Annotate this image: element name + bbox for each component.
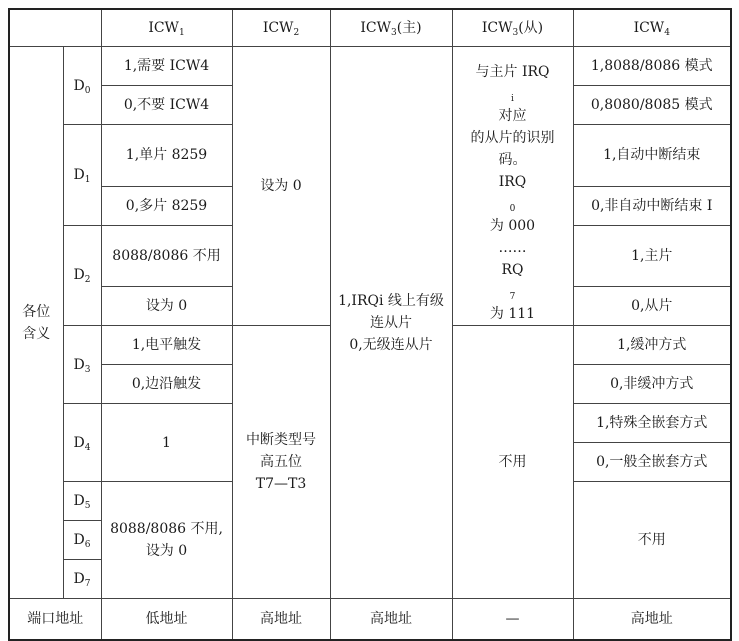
icw1-d1-0: 0,多片 8259 bbox=[101, 186, 232, 225]
icw4-d1-0: 0,非自动中断结束 I bbox=[573, 186, 731, 225]
icw1-d2-a: 8088/8086 不用 bbox=[101, 225, 232, 287]
footer-icw3-slave: — bbox=[452, 599, 573, 641]
header-icw1: $ICW_1$ bbox=[101, 9, 232, 47]
header-icw3-slave: $ICW_3$(从) bbox=[452, 9, 573, 47]
icw1-d3-0: 0,边沿触发 bbox=[101, 365, 232, 404]
bit-d6: $D_6$ bbox=[63, 521, 101, 560]
icw4-d4-0: 0,一般全嵌套方式 bbox=[573, 443, 731, 482]
bit-d4: $D_4$ bbox=[63, 404, 101, 482]
icw4-d3-0: 0,非缓冲方式 bbox=[573, 365, 731, 404]
bit-d1: $D_1$ bbox=[63, 125, 101, 226]
icw-table bbox=[8, 8, 732, 641]
icw1-d2-b: 设为 0 bbox=[101, 287, 232, 326]
footer-row bbox=[9, 599, 731, 641]
table-row bbox=[9, 47, 731, 86]
icw4-d0-0: 0,8080/8085 模式 bbox=[573, 86, 731, 125]
icw-table-wrapper bbox=[8, 8, 732, 641]
icw4-d1-1: 1,自动中断结束 bbox=[573, 125, 731, 187]
icw2-d0-2: 设为 0 bbox=[232, 47, 330, 326]
header-blank-cell bbox=[9, 9, 101, 47]
footer-label: 端口地址 bbox=[9, 599, 101, 641]
footer-icw4: 高地址 bbox=[573, 599, 731, 641]
row-group-label: 各位 含义 bbox=[9, 47, 63, 599]
icw1-d0-0: 0,不要 ICW4 bbox=[101, 86, 232, 125]
footer-icw1: 低地址 bbox=[101, 599, 232, 641]
icw1-d1-1: 1,单片 8259 bbox=[101, 125, 232, 187]
icw4-d4-1: 1,特殊全嵌套方式 bbox=[573, 404, 731, 443]
icw4-d3-1: 1,缓冲方式 bbox=[573, 326, 731, 365]
icw1-d0-1: 1,需要 ICW4 bbox=[101, 47, 232, 86]
bit-d3: $D_3$ bbox=[63, 326, 101, 404]
icw4-d2-0: 0,从片 bbox=[573, 287, 731, 326]
header-icw4: $ICW_4$ bbox=[573, 9, 731, 47]
icw2-d3-7: 中断类型号 高五位 T7—T3 bbox=[232, 326, 330, 599]
header-icw3-master: $ICW_3$(主) bbox=[330, 9, 452, 47]
icw4-d5-7: 不用 bbox=[573, 482, 731, 599]
bit-d5: $D_5$ bbox=[63, 482, 101, 521]
icw1-d5-7: 8088/8086 不用, 设为 0 bbox=[101, 482, 232, 599]
footer-icw2: 高地址 bbox=[232, 599, 330, 641]
header-icw2: $ICW_2$ bbox=[232, 9, 330, 47]
icw3-slave-cell: 与主片 IRQ $_i$ 对应 的从片的识别 码。 IRQ $_0$ 为 000 …… RQ $_7$ 为 111 bbox=[452, 47, 573, 326]
bit-d0: $D_0$ bbox=[63, 47, 101, 125]
bit-d2: $D_2$ bbox=[63, 225, 101, 326]
icw1-d3-1: 1,电平触发 bbox=[101, 326, 232, 365]
icw3-slave-unused: 不用 bbox=[452, 326, 573, 599]
icw4-d0-1: 1,8088/8086 模式 bbox=[573, 47, 731, 86]
icw4-d2-1: 1,主片 bbox=[573, 225, 731, 287]
footer-icw3-master: 高地址 bbox=[330, 599, 452, 641]
header-row bbox=[9, 9, 731, 47]
bit-d7: $D_7$ bbox=[63, 560, 101, 599]
icw3-master-cell: 1,IRQi 线上有级 连从片 0,无级连从片 bbox=[330, 47, 452, 599]
icw1-d4: 1 bbox=[101, 404, 232, 482]
